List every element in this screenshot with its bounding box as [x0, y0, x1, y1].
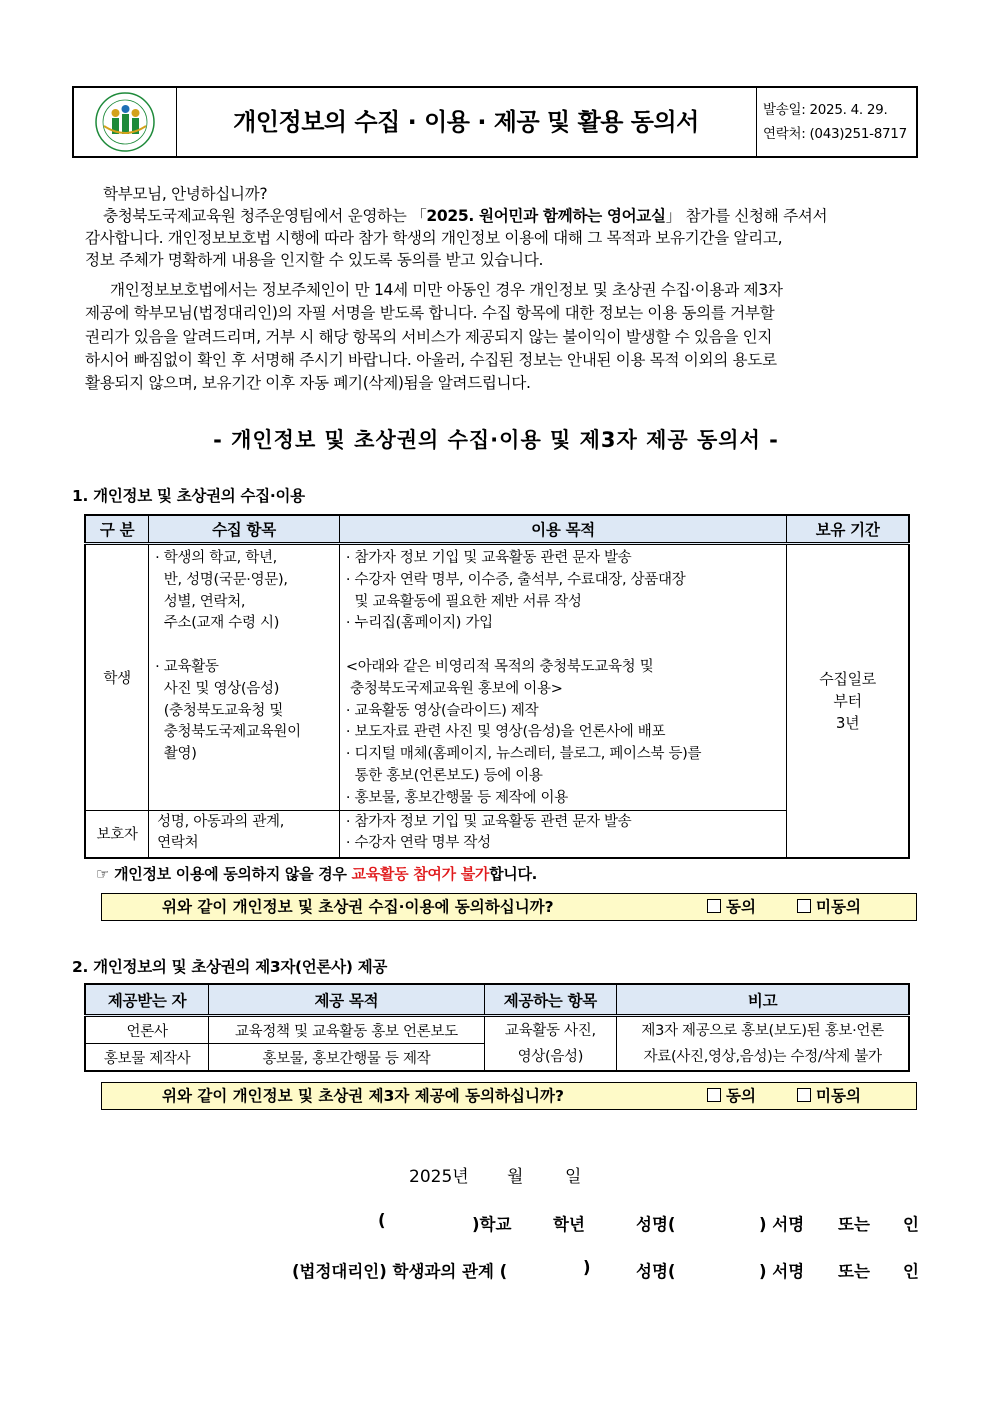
document-title: 개인정보의 수집 · 이용 · 제공 및 활용 동의서: [233, 108, 699, 136]
section2-heading: 2. 개인정보의 및 초상권의 제3자(언론사) 제공: [72, 958, 388, 976]
list-item: · 디지털 매체(홈페이지, 뉴스레터, 블로그, 페이스북 등)를: [345, 746, 702, 763]
name-field[interactable]: 성명(: [636, 1215, 676, 1234]
third-party-table: [84, 983, 910, 1072]
list-item: 반, 성명(국문·영문),: [155, 571, 288, 588]
list-item: 촬영): [155, 746, 197, 763]
checkbox-icon: [797, 1088, 811, 1102]
collected-items: [149, 544, 340, 811]
intro-line: 권리가 있음을 알려드리며, 거부 시 해당 항목의 서비스가 제공되지 않는 불이익이 발생할 수 있음을 인지: [85, 328, 773, 346]
intro-line: 정보 주체가 명확하게 내용을 인지할 수 있도록 동의를 받고 있습니다.: [85, 251, 544, 269]
issue-date: 발송일: 2025. 4. 29.: [763, 102, 888, 118]
guardian-signature-field[interactable]: ) 서명: [759, 1262, 805, 1281]
list-item: 사진 및 영상(음성): [155, 680, 280, 697]
table-row: [85, 1016, 909, 1044]
list-item: · 홍보물, 홍보간행물 등 제작에 이용: [345, 789, 568, 806]
list-item: <아래와 같은 비영리적 목적의 충청북도교육청 및: [345, 658, 654, 675]
table-row: [85, 810, 909, 858]
school-field[interactable]: )학교: [472, 1215, 512, 1234]
remarks: 제3자 제공으로 홍보(보도)된 홍보·언론 자료(사진,영상,음성)는 수정/삭제 불가: [617, 1016, 909, 1072]
provided-items: 교육활동 사진, 영상(음성): [484, 1016, 617, 1072]
warning-note: ☞ 개인정보 이용에 동의하지 않을 경우 교육활동 참여가 불가합니다.: [96, 865, 538, 883]
emblem-icon: [74, 88, 176, 156]
greeting: 학부모님, 안녕하십니까?: [103, 185, 268, 203]
usage-purposes: [339, 544, 786, 811]
list-item: · 보도자료 관련 사진 및 영상(음성)을 언론사에 배포: [345, 724, 666, 741]
table-row: [85, 544, 909, 811]
intro-line: 개인정보보호법에서는 정보주체인이 만 14세 미만 아동인 경우 개인정보 및 초상권 수집·이용과 제3자: [110, 281, 783, 299]
consent-box-2: [101, 1082, 917, 1110]
collection-table: [84, 514, 910, 859]
logo: [74, 88, 177, 156]
list-item: [155, 635, 339, 657]
column-header: 제공하는 항목: [484, 984, 617, 1016]
list-item: · 교육활동 영상(슬라이드) 제작: [345, 702, 539, 719]
warning-emphasis: 교육활동 참여가 불가: [351, 865, 490, 883]
list-item: 충청북도국제교육원이: [155, 724, 301, 741]
column-header: 이용 목적: [339, 515, 786, 544]
column-header: 보유 기간: [787, 515, 909, 544]
grade-field[interactable]: 학년: [553, 1215, 585, 1234]
checkbox-icon: [707, 899, 721, 913]
document-header: [72, 86, 918, 158]
list-item: 성별, 연락처,: [155, 593, 246, 610]
consent-question: 위와 같이 개인정보 및 초상권 제3자 제공에 동의하십니까?: [162, 1087, 564, 1105]
program-name: 2025. 원어민과 함께하는 영어교실: [426, 207, 666, 225]
usage-purposes: [339, 810, 786, 858]
section-subtitle: - 개인정보 및 초상권의 수집·이용 및 제3자 제공 동의서 -: [213, 428, 779, 452]
checkbox-icon: [707, 1088, 721, 1102]
relationship-field[interactable]: (법정대리인) 학생과의 관계 (: [292, 1262, 508, 1281]
intro-line: 감사합니다. 개인정보보호법 시행에 따라 참가 학생의 개인정보 이용에 대해 그 목적과 보유기간을 알리고,: [85, 229, 783, 247]
column-header: 제공받는 자: [85, 984, 209, 1016]
agree-checkbox[interactable]: 동의: [707, 894, 756, 921]
provision-purpose: 교육정책 및 교육활동 홍보 언론보도: [209, 1016, 484, 1044]
list-item: · 수강자 연락 명부 작성: [345, 835, 491, 852]
intro-line: 활용되지 않으며, 보유기간 이후 자동 폐기(삭제)됨을 알려드립니다.: [85, 374, 531, 392]
date-day: 일: [565, 1167, 582, 1187]
date-year: 2025년: [409, 1167, 469, 1187]
list-item: · 누리집(홈페이지) 가입: [345, 615, 493, 632]
intro-line: 충청북도국제교육원 청주운영팀에서 운영하는 「2025. 원어민과 함께하는 영어교실」 참가를 신청해 주셔서: [103, 207, 828, 225]
checkbox-icon: [797, 899, 811, 913]
intro-line: 제공에 학부모님(법정대리인)의 자필 서명을 받도록 합니다. 수집 항목에 대한 정보는 이용 동의를 거부할: [85, 304, 775, 322]
column-header: 제공 목적: [209, 984, 484, 1016]
column-header: 수집 항목: [149, 515, 340, 544]
agree-checkbox[interactable]: 동의: [707, 1083, 756, 1110]
list-item: 연락처: [157, 835, 199, 852]
list-item: · 교육활동: [155, 658, 219, 675]
collected-items: [149, 810, 340, 858]
list-item: · 수강자 연락 명부, 이수증, 출석부, 수료대장, 상품대장: [345, 571, 686, 588]
header-meta: [756, 88, 916, 156]
list-item: · 참가자 정보 기입 및 교육활동 관련 문자 발송: [345, 813, 632, 830]
column-header: 비고: [617, 984, 909, 1016]
intro-line: 하시어 빠짐없이 확인 후 서명해 주시기 바랍니다. 아울러, 수집된 정보는 안내된 이용 목적 이외의 용도로: [85, 351, 777, 369]
signature-field[interactable]: ) 서명: [759, 1215, 805, 1234]
list-item: [346, 635, 786, 657]
list-item: 및 교육활동에 필요한 제반 서류 작성: [345, 593, 582, 610]
list-item: (충청북도교육청 및: [155, 702, 284, 719]
provision-purpose: 홍보물, 홍보간행물 등 제작: [209, 1044, 484, 1072]
list-item: · 학생의 학교, 학년,: [155, 550, 277, 566]
list-item: 성명, 아동과의 관계,: [157, 813, 285, 830]
date-month: 월: [507, 1167, 524, 1187]
list-item: · 참가자 정보 기입 및 교육활동 관련 문자 발송: [345, 550, 632, 566]
disagree-checkbox[interactable]: 미동의: [797, 894, 861, 921]
category-guardian: 보호자: [85, 810, 149, 858]
contact-number: 연락처: (043)251-8717: [763, 126, 907, 142]
retention-period: 수집일로 부터 3년: [787, 544, 909, 858]
recipient: 홍보물 제작사: [85, 1044, 209, 1072]
consent-box-1: [101, 893, 917, 921]
seal-field[interactable]: 인: [903, 1215, 919, 1234]
table-header-row: [85, 984, 909, 1016]
column-header: 구 분: [85, 515, 149, 544]
section1-heading: 1. 개인정보 및 초상권의 수집·이용: [72, 487, 305, 505]
table-header-row: [85, 515, 909, 544]
list-item: 주소(교재 수령 시): [155, 615, 280, 632]
category-student: 학생: [85, 544, 149, 811]
recipient: 언론사: [85, 1016, 209, 1044]
list-item: 통한 홍보(언론보도) 등에 이용: [345, 767, 543, 784]
guardian-name-field[interactable]: 성명(: [636, 1262, 676, 1281]
disagree-checkbox[interactable]: 미동의: [797, 1083, 861, 1110]
guardian-seal-field[interactable]: 인: [903, 1262, 919, 1281]
consent-question: 위와 같이 개인정보 및 초상권 수집·이용에 동의하십니까?: [162, 898, 554, 916]
list-item: 충청북도국제교육원 홍보에 이용>: [345, 680, 563, 697]
